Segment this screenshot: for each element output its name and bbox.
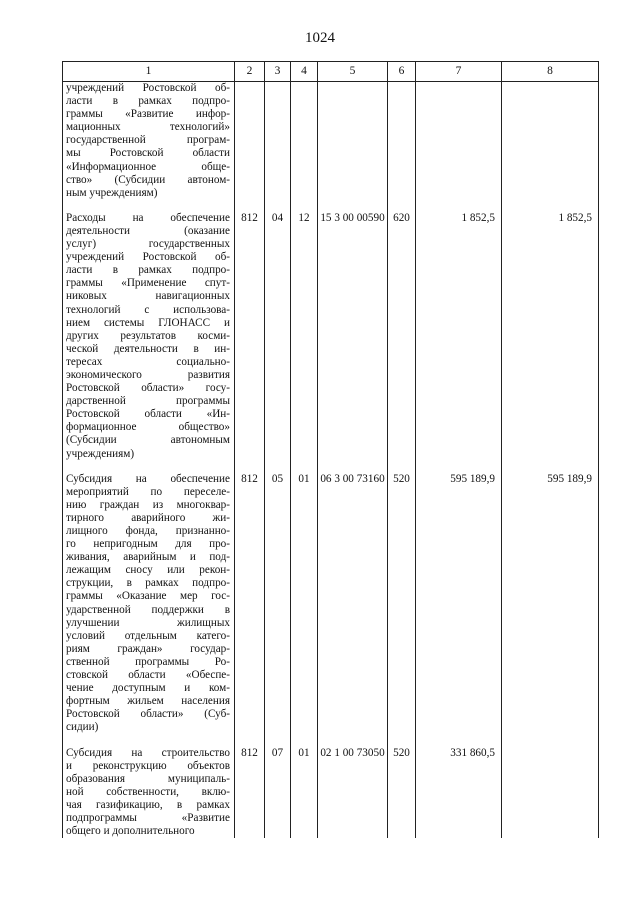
description-line: лежащим сносу или рекон-	[66, 564, 230, 577]
spacer-cell	[291, 461, 318, 473]
column-header: 1	[63, 62, 235, 82]
amount-col-8: 1 852,5	[502, 212, 599, 461]
column-header: 7	[416, 62, 502, 82]
spacer-cell	[235, 461, 265, 473]
admin-code: 812	[235, 473, 265, 735]
column-header: 6	[388, 62, 416, 82]
description-line: «Информационное обще-	[66, 160, 230, 173]
description-line: формационное общество»	[66, 421, 230, 434]
spacer-cell	[502, 461, 599, 473]
description-line: граммы «Применение спут-	[66, 277, 230, 290]
expense-type-code: 520	[388, 473, 416, 735]
row-description	[63, 473, 235, 735]
description-line: мационных технологий»	[66, 121, 230, 134]
description-line: чение доступным и ком-	[66, 682, 230, 695]
description-line: экономического развития	[66, 368, 230, 381]
column-header: 5	[318, 62, 388, 82]
row-spacer	[63, 461, 599, 473]
description-line: и реконструкцию объектов	[66, 759, 230, 772]
spacer-cell	[388, 200, 416, 212]
description-line: условий отдельным катего-	[66, 629, 230, 642]
target-article-code: 02 1 00 73050	[318, 747, 388, 839]
description-line: ным учреждениям)	[66, 186, 158, 199]
row-spacer	[63, 735, 599, 747]
description-line: мы Ростовской области	[66, 147, 230, 160]
amount-col-7: 1 852,5	[416, 212, 502, 461]
target-article-code: 06 3 00 73160	[318, 473, 388, 735]
row-spacer	[63, 200, 599, 212]
spacer-cell	[502, 735, 599, 747]
description-line: технологий с использова-	[66, 303, 230, 316]
admin-code	[235, 82, 265, 200]
description-line: чая газификацию, в рамках	[66, 798, 230, 811]
description-line: нием системы ГЛОНАСС и	[66, 316, 230, 329]
description-line: (Субсидии автономным	[66, 434, 230, 447]
row-description	[63, 82, 235, 200]
description-line: ласти в рамках подпро-	[66, 95, 230, 108]
amount-col-8	[502, 747, 599, 839]
subsection-code: 12	[291, 212, 318, 461]
target-article-code: 15 3 00 00590	[318, 212, 388, 461]
amount-col-7: 331 860,5	[416, 747, 502, 839]
description-line: стовской области «Обеспе-	[66, 669, 230, 682]
column-header: 3	[265, 62, 291, 82]
spacer-cell	[265, 461, 291, 473]
row-description	[63, 747, 235, 839]
spacer-cell	[235, 735, 265, 747]
header-row	[63, 62, 599, 82]
spacer-cell	[416, 735, 502, 747]
expense-type-code: 520	[388, 747, 416, 839]
description-line: никовых навигационных	[66, 290, 230, 303]
spacer-cell	[416, 200, 502, 212]
table-row	[63, 212, 599, 461]
description-line: сидии)	[66, 721, 99, 734]
spacer-cell	[388, 461, 416, 473]
table-row	[63, 473, 599, 735]
description-line: живания, аварийным и под-	[66, 551, 230, 564]
spacer-cell	[318, 200, 388, 212]
description-line: риям граждан» государ-	[66, 642, 230, 655]
description-line: услуг) государственных	[66, 238, 230, 251]
subsection-code	[291, 82, 318, 200]
spacer-cell	[318, 735, 388, 747]
description-line: ство» (Субсидии автоном-	[66, 173, 230, 186]
table-row	[63, 82, 599, 200]
description-line: ударственной поддержки в	[66, 603, 230, 616]
section-code: 05	[265, 473, 291, 735]
description-line: учреждений Ростовской об-	[66, 251, 230, 264]
expense-type-code	[388, 82, 416, 200]
column-header: 8	[502, 62, 599, 82]
spacer-cell	[235, 200, 265, 212]
spacer-cell	[63, 735, 235, 747]
description-line: Расходы на обеспечение	[66, 211, 230, 224]
amount-col-7	[416, 82, 502, 200]
description-line: граммы «Оказание мер гос-	[66, 590, 230, 603]
description-line: ласти в рамках подпро-	[66, 264, 230, 277]
amount-col-8: 595 189,9	[502, 473, 599, 735]
description-line: других результатов косми-	[66, 329, 230, 342]
description-line: учреждений Ростовской об-	[66, 82, 230, 94]
spacer-cell	[265, 735, 291, 747]
description-line: ной собственности, вклю-	[66, 785, 230, 798]
spacer-cell	[502, 200, 599, 212]
table-row	[63, 747, 599, 839]
spacer-cell	[63, 461, 235, 473]
description-line: учреждениям)	[66, 447, 135, 460]
budget-table	[62, 61, 599, 838]
section-code: 07	[265, 747, 291, 839]
expense-type-code: 620	[388, 212, 416, 461]
description-line: го непригодным для про-	[66, 538, 230, 551]
spacer-cell	[318, 461, 388, 473]
description-line: Субсидия на обеспечение	[66, 472, 230, 485]
description-line: общего и дополнительного	[66, 825, 195, 838]
description-line: государственной програм-	[66, 134, 230, 147]
section-code	[265, 82, 291, 200]
description-line: фортным жильем населения	[66, 695, 230, 708]
description-line: образования муниципаль-	[66, 772, 230, 785]
spacer-cell	[291, 200, 318, 212]
column-header: 2	[235, 62, 265, 82]
admin-code: 812	[235, 212, 265, 461]
description-line: подпрограммы «Развитие	[66, 811, 230, 824]
spacer-cell	[291, 735, 318, 747]
spacer-cell	[388, 735, 416, 747]
description-line: мероприятий по переселе-	[66, 485, 230, 498]
description-line: нию граждан из многоквар-	[66, 498, 230, 511]
description-line: ственной программы Ро-	[66, 655, 230, 668]
description-line: улучшении жилищных	[66, 616, 230, 629]
description-line: струкции, в рамках подпро-	[66, 577, 230, 590]
column-header: 4	[291, 62, 318, 82]
section-code: 04	[265, 212, 291, 461]
description-line: дарственной программы	[66, 395, 230, 408]
subsection-code: 01	[291, 473, 318, 735]
description-line: граммы «Развитие инфор-	[66, 108, 230, 121]
description-line: Ростовской области «Ин-	[66, 408, 230, 421]
description-line: Ростовской области» (Суб-	[66, 708, 230, 721]
spacer-cell	[265, 200, 291, 212]
description-line: ческой деятельности в ин-	[66, 342, 230, 355]
subsection-code: 01	[291, 747, 318, 839]
row-description	[63, 212, 235, 461]
amount-col-7: 595 189,9	[416, 473, 502, 735]
description-line: деятельности (оказание	[66, 224, 230, 237]
admin-code: 812	[235, 747, 265, 839]
description-line: Ростовской области» госу-	[66, 382, 230, 395]
spacer-cell	[416, 461, 502, 473]
description-line: лищного фонда, признанно-	[66, 525, 230, 537]
target-article-code	[318, 82, 388, 200]
description-line: тересах социально-	[66, 355, 230, 368]
description-line: тирного аварийного жи-	[66, 511, 230, 524]
amount-col-8	[502, 82, 599, 200]
description-line: Субсидия на строительство	[66, 746, 230, 759]
spacer-cell	[63, 200, 235, 212]
page-number: 1024	[305, 30, 335, 46]
